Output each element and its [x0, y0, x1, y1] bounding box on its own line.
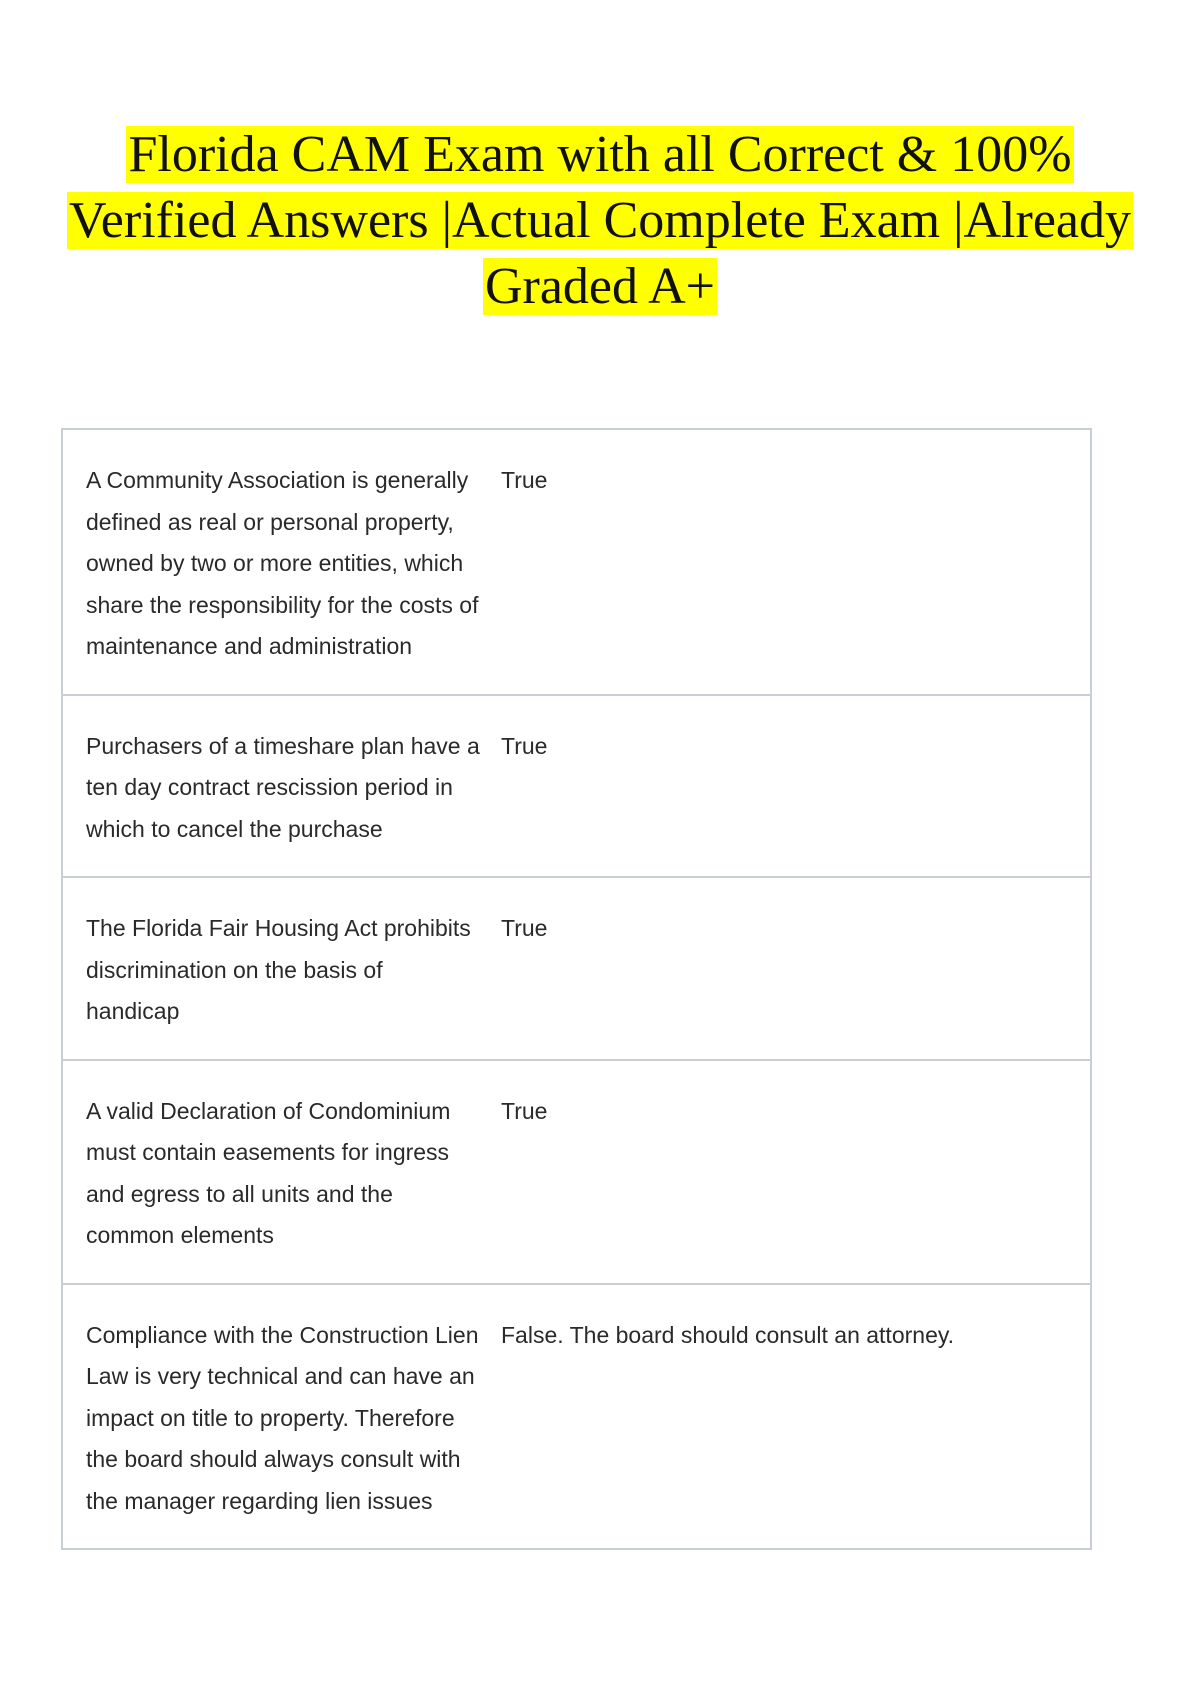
- qa-question: Purchasers of a timeshare plan have a ten day contract rescission period in which to cancel the purchase: [86, 732, 480, 842]
- title-line-1: Florida CAM Exam with all Correct & 100%: [128, 126, 1072, 183]
- qa-answer: True: [501, 467, 548, 493]
- qa-answer: False. The board should consult an attorney.: [501, 1321, 955, 1348]
- qa-answer: True: [501, 732, 548, 759]
- qa-question: A Community Association is generally defined as real or personal property, owned by two or more entities, which share the responsibility for the costs of maintenance and administration: [86, 467, 479, 659]
- qa-answer: True: [501, 1097, 548, 1124]
- title-line-3: Graded A+: [484, 258, 716, 315]
- qa-answer: True: [501, 915, 548, 941]
- qa-row: [63, 694, 1090, 877]
- document-title: [40, 122, 1160, 320]
- qa-question: Compliance with the Construction Lien Law is very technical and can have an impact on title to property. Therefore the board should always consult with the manager regarding lien issues: [86, 1321, 479, 1514]
- title-line: [40, 254, 1160, 320]
- qa-row: [63, 1059, 1090, 1283]
- qa-row: [63, 1283, 1090, 1549]
- title-line: [40, 188, 1160, 254]
- qa-row: [63, 430, 1090, 694]
- qa-table: [61, 428, 1092, 1550]
- title-line-2: Verified Answers |Actual Complete Exam |Already: [69, 192, 1131, 249]
- qa-question: The Florida Fair Housing Act prohibits discrimination on the basis of handicap: [86, 915, 471, 1024]
- title-line: [40, 122, 1160, 188]
- qa-row: [63, 876, 1090, 1059]
- qa-question: A valid Declaration of Condominium must contain easements for ingress and egress to all units and the common elements: [86, 1097, 451, 1248]
